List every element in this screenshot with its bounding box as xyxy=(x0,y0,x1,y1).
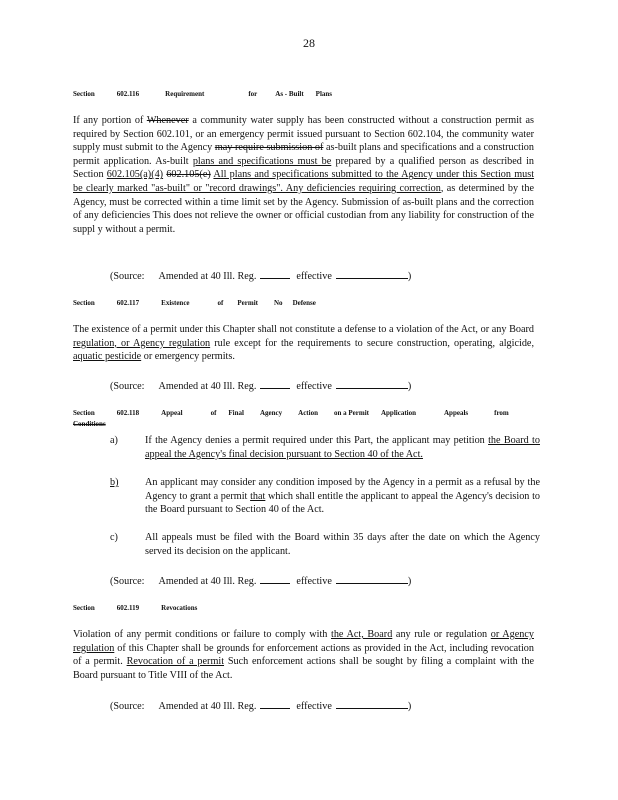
blank-line xyxy=(260,573,290,584)
section-heading-602-118-line2: Conditions xyxy=(73,420,106,428)
body-text: An applicant may consider any condition imposed by the Agency in a permit as a refusal by the Agency to grant a permit xyxy=(145,477,540,502)
section-body-602-119 xyxy=(73,628,534,682)
heading-word: 602.119 xyxy=(116,604,140,612)
heading-word: 602.118 xyxy=(116,409,140,417)
source-note-602-116 xyxy=(110,268,411,282)
body-text: any rule or regulation xyxy=(392,629,491,640)
heading-word: of xyxy=(210,409,217,417)
list-item-label: c) xyxy=(110,532,118,543)
body-text: which shall entitle the applicant to appeal the Agency's decision to the Board pursuant to Section 40 of the Act. xyxy=(145,490,540,516)
list-item-text xyxy=(145,434,540,461)
heading-word: on a Permit xyxy=(333,409,369,417)
section-body-602-117 xyxy=(73,323,534,364)
source-text: Amended at 40 Ill. Reg. xyxy=(158,381,257,392)
inserted-text: 602.105(a)(4) xyxy=(106,169,164,181)
source-note-602-117 xyxy=(110,378,411,392)
blank-line xyxy=(336,698,408,709)
list-item-text xyxy=(145,476,540,517)
body-text: Violation of any permit conditions or failure to comply with xyxy=(73,629,331,640)
source-text: Amended at 40 Ill. Reg. xyxy=(158,576,257,587)
source-effective: effective xyxy=(296,701,332,712)
source-effective: effective xyxy=(296,271,332,282)
body-text: rule except for the requirements to secure construction, operating, algicide xyxy=(210,337,532,349)
source-effective: effective xyxy=(296,576,332,587)
body-text: or emergency permits. xyxy=(141,351,235,363)
source-label: (Source: xyxy=(110,576,145,587)
body-text: of this Chapter shall be grounds for enforcement actions as provided in the Act, including revocation of a permit. xyxy=(73,642,534,668)
heading-word: Revocations xyxy=(161,604,198,612)
heading-word: Action xyxy=(298,409,318,417)
body-text: If any portion of xyxy=(73,115,147,126)
body-text: as-built plans and specifications and a construction permit application. As-built xyxy=(73,142,534,167)
blank-line xyxy=(336,378,408,389)
blank-line xyxy=(260,698,290,709)
heading-word: Final xyxy=(228,409,244,417)
inserted-text: that xyxy=(250,490,266,502)
heading-word: from xyxy=(494,409,509,417)
blank-line xyxy=(260,378,290,389)
deleted-text: 602.105(e) xyxy=(166,169,211,181)
body-text: If the Agency denies a permit required under this Part, the applicant may petition xyxy=(145,435,489,446)
heading-word: Plans xyxy=(315,90,333,98)
source-note-602-118 xyxy=(110,573,411,587)
section-heading-602-118 xyxy=(73,409,509,417)
section-body-602-116 xyxy=(73,114,534,236)
heading-word: Application xyxy=(380,409,416,417)
inserted-text: All plans and specifications submitted to the Agency under this Section must be clearly marked "as-built" or "record drawings". Any deficiencies requiring correction xyxy=(73,169,535,194)
body-text: All appeals must be filed with the Board within 35 days after the date on which the Agency served its decision on the applicant. xyxy=(145,532,540,557)
list-item-text xyxy=(145,531,540,558)
heading-word: 602.116 xyxy=(116,90,140,98)
source-effective: effective xyxy=(296,381,332,392)
source-note-602-119 xyxy=(110,698,411,712)
deleted-text: may require submission of xyxy=(214,142,324,154)
section-heading-602-116 xyxy=(73,90,332,98)
heading-word: 602.117 xyxy=(116,299,140,307)
blank-line xyxy=(336,268,408,279)
source-label: (Source: xyxy=(110,381,145,392)
inserted-text: regulation, or Agency regulation xyxy=(73,337,211,349)
blank-line xyxy=(260,268,290,279)
source-close: ) xyxy=(407,576,412,587)
heading-word: Agency xyxy=(259,409,283,417)
heading-word: Permit xyxy=(237,299,258,307)
body-text: The existence of a permit under this Chapter shall not constitute a defense to a violation of the Act, or any Board xyxy=(73,324,534,335)
inserted-text: plans and specifications must be xyxy=(192,155,332,167)
source-close: ) xyxy=(407,271,412,282)
heading-word: Appeals xyxy=(444,409,469,417)
list-item-label: a) xyxy=(110,435,118,446)
heading-word: No xyxy=(274,299,283,307)
heading-word: Defense xyxy=(292,299,316,307)
body-text: prepared by a qualified person as described in Section xyxy=(73,155,535,181)
section-heading-602-119 xyxy=(73,604,197,612)
heading-word: As - Built xyxy=(275,90,304,98)
heading-word: Section xyxy=(73,90,95,98)
inserted-text: , aquatic pesticide xyxy=(73,337,534,363)
heading-word: Section xyxy=(73,409,95,417)
source-close: ) xyxy=(407,701,412,712)
page-number: 28 xyxy=(303,36,315,50)
body-text: a community water supply has been constructed without a construction permit as required by Section 602.101, or an emergency permit issued pursuant to Section 602.104, the community water supply must submit to the Agency xyxy=(73,115,534,154)
body-text: Such enforcement actions shall be sought by filing a complaint with the Board pursuant to Title VIII of the Act. xyxy=(73,656,535,681)
body-text: , as determined by the Agency, must be corrected within a time limit set by the Agency. Submission of as-built plans and the correction of any deficiencies This does not relieve the owner or official custodian from any liability for construction of the suppl y without a permit. xyxy=(73,182,534,235)
deleted-text: Whenever xyxy=(146,115,189,126)
source-text: Amended at 40 Ill. Reg. xyxy=(158,271,257,282)
source-close: ) xyxy=(407,381,412,392)
source-text: Amended at 40 Ill. Reg. xyxy=(158,701,257,712)
inserted-text: the Board to appeal the Agency's final decision pursuant to Section 40 of the Act. xyxy=(145,435,540,460)
list-item-label: b) xyxy=(110,477,119,488)
source-label: (Source: xyxy=(110,701,145,712)
inserted-text: Revocation of a permit xyxy=(126,656,225,668)
heading-word: Appeal xyxy=(161,409,183,417)
blank-line xyxy=(336,573,408,584)
section-heading-602-117 xyxy=(73,299,316,307)
heading-word: Section xyxy=(73,604,95,612)
inserted-text: or Agency regulation xyxy=(73,629,534,654)
heading-word: Section xyxy=(73,299,95,307)
heading-word: Requirement xyxy=(165,90,205,98)
heading-word: of xyxy=(217,299,224,307)
inserted-text: the Act, Board xyxy=(331,629,393,640)
heading-word: Existence xyxy=(161,299,190,307)
heading-word: for xyxy=(248,90,258,98)
source-label: (Source: xyxy=(110,271,145,282)
